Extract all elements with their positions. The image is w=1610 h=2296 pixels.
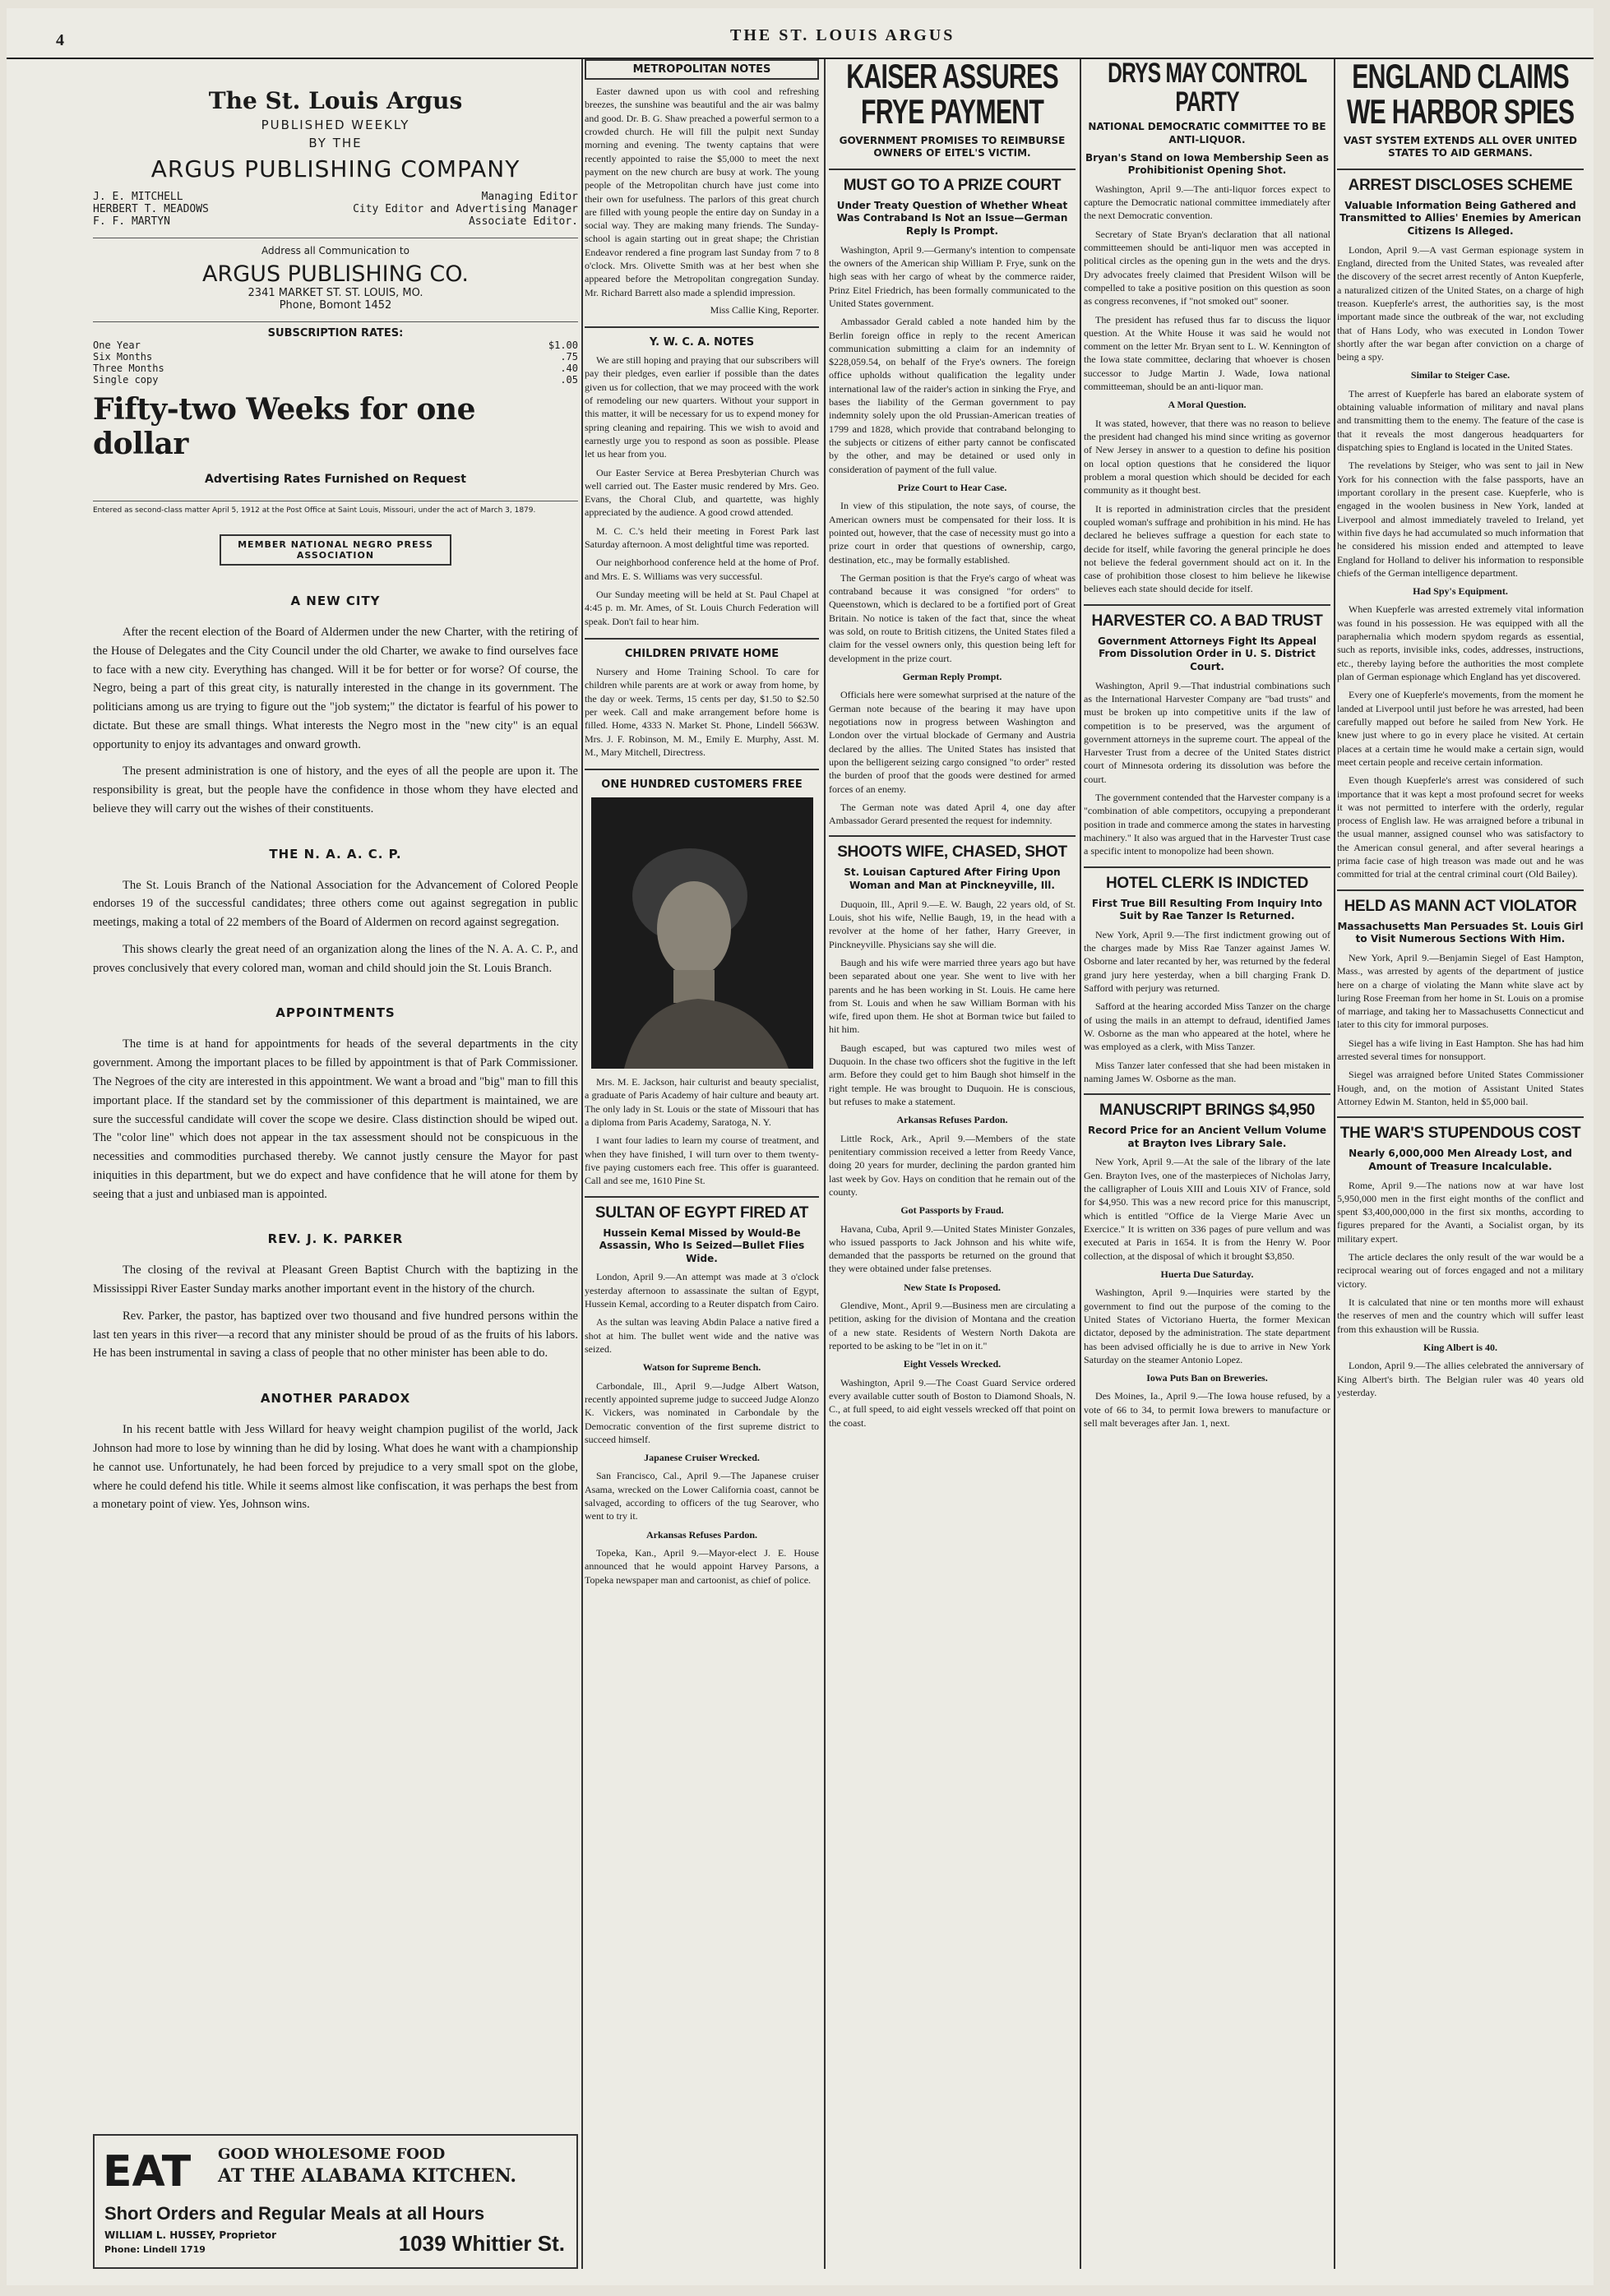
notes-column	[585, 59, 819, 2269]
brief-heading: King Albert is 40.	[1423, 1341, 1497, 1353]
staff-row	[93, 215, 578, 228]
brief-heading: Arkansas Refuses Pardon.	[645, 1528, 757, 1541]
article-paragraph: Safford at the hearing accorded Miss Tanzer on the charge of using the mails in an attempt to defraud, identified James W. Osborne as the man who appeared at the hotel, where he was employed as a clerk, with Miss Tanzer.	[1084, 1000, 1330, 1053]
staff-name: HERBERT T. MEADOWS	[93, 203, 209, 215]
masthead-company: ARGUS PUBLISHING COMPANY	[150, 155, 520, 182]
advertising-note: Advertising Rates Furnished on Request	[205, 473, 466, 486]
article-paragraph: It is reported in administration circles that the president coupled woman's suffrage and prohibition in his mind. He has declared he believes suffrage a question for each state to decide for itself, while favoring the general principle he does not believe the federal government should act on it. In the case of prohibition those closest to him believe he likewise believes each state should decide for itself.	[1084, 502, 1330, 595]
editorial	[93, 1231, 578, 1363]
subscription-heading: SUBSCRIPTION RATES:	[267, 327, 404, 340]
newspaper-page	[7, 8, 1594, 2285]
hotel-headline: HOTEL CLERK IS INDICTED	[1084, 866, 1330, 893]
address-note: Address all Communication to	[261, 245, 409, 256]
article-paragraph: Duquoin, Ill., April 9.—E. W. Baugh, 22 years old, of St. Louis, shot his wife, Nellie Baugh, 19, in the head with a revolver at the home of her father, Harry Greever, in Pinckneyville. Physicians say she will die.	[829, 898, 1076, 950]
article-paragraph: Nursery and Home Training School. To care for children while parents are at work or away from home, by the day or week. Terms, 15 cents per day, $1.50 to $2.50 per week. Call and make arrangement before home is filled. Home, 4333 N. Market St. Phone, Lindell 5663W. Mrs. J. F. Robinson, M. M., Emily E. Murphy, Asst. M. M., Mary Mitchell, Directress.	[585, 665, 819, 758]
rate-term: Three Months	[93, 363, 164, 374]
brief-heading: Similar to Steiger Case.	[1410, 369, 1511, 381]
reporter-signature: Miss Callie King, Reporter.	[710, 304, 819, 316]
children-home-heading: CHILDREN PRIVATE HOME	[585, 638, 819, 660]
page-header	[7, 8, 1594, 59]
article-paragraph: It is calculated that nine or ten months more will exhaust the reserves of men and the country which will suffer least from this exhaustion will be Russia.	[1337, 1296, 1584, 1335]
article-paragraph: Washington, April 9.—The Coast Guard Service ordered every available cutter south of Boston to Diamond Shoals, N. C., at full speed, to aid eight vessels wrecked off that point on the coast.	[829, 1376, 1076, 1429]
mann-act-subhead: Massachusetts Man Persuades St. Louis Girl to Visit Numerous Sections With Him.	[1337, 920, 1584, 945]
drys-subhead: Bryan's Stand on Iowa Membership Seen as Prohibitionist Opening Shot.	[1085, 151, 1330, 177]
column-rule	[824, 59, 826, 2269]
shoots-headline: SHOOTS WIFE, CHASED, SHOT	[829, 835, 1076, 862]
editorial-heading: A NEW CITY	[290, 594, 381, 608]
news-column-england	[1337, 59, 1584, 2269]
editorial-column	[93, 59, 578, 2269]
editorial	[93, 594, 578, 819]
article-paragraph: As the sultan was leaving Abdin Palace a native fired a shot at him. The bullet went wide and the native was seized.	[585, 1316, 819, 1355]
harvester-headline: HARVESTER CO. A BAD TRUST	[1084, 604, 1330, 631]
article-paragraph: New York, April 9.—The first indictment growing out of the charges made by Miss Rae Tanzer against James W. Osborne and later recanted by her, was returned by the federal grand jury here yesterday, when a bill charging Frank D. Safford with perjury was returned.	[1084, 928, 1330, 995]
treaty-subhead: Under Treaty Question of Whether Wheat Was Contraband Is Not an Issue—German Reply Is Prompt.	[836, 199, 1068, 238]
article-paragraph: Baugh escaped, but was captured two miles west of Duquoin. In the chase two officers shot the fugitive in the left arm. Before they could get to him Baugh shot himself in the right temple. He was brought to Duquoin. He is conscious, but refuses to make a statement.	[829, 1042, 1076, 1107]
article-paragraph: When Kuepferle was arrested extremely vital information was found in his possession. He was equipped with all the paraphernalia which modern spydom regards as essential, such as reports, invisible inks, codes, addresses, instructions, etc., thereby laying before the authorities the most complete plan of German espionage which England has yet discovered.	[1337, 603, 1584, 682]
rate-term: Six Months	[93, 351, 153, 363]
address-phone: Phone, Bomont 1452	[279, 299, 392, 312]
mann-act-headline: HELD AS MANN ACT VIOLATOR	[1337, 889, 1584, 916]
article-paragraph: Mrs. M. E. Jackson, hair culturist and beauty specialist, a graduate of Paris Academy of hair culture and beauty art. The only lady in St. Louis or the state of Missouri that has a diploma from Paris Academy, Saratoga, N. Y.	[585, 1076, 819, 1129]
article-paragraph: Easter dawned upon us with cool and refreshing breezes, the sunshine was beautiful and the air was balmy and good. Dr. B. G. Shaw preached a powerful sermon to a crowded church. He will fill the pulpit next Sunday morning and evening. The twenty captains that were recently appointed to raise the $5,000 to meet the next payment on the new church are busy at work. The young people of the Metropolitan church have just come into their own for usefulness. The parlors of this great church are filled with young people the entire day on Sunday in a social way. They are making many friends. The Sunday-school is again starting out in great shape; the Christian Endeavor rendered a fine program last Sunday from 7 to 8 o'clock. Mrs. Olivette Smith was at her best when she appeared before the Metropolitan congregation Sunday. Mr. Richard Barrett also made a splendid impression.	[585, 85, 819, 298]
article-paragraph: London, April 9.—The allies celebrated the anniversary of King Albert's birth. The Belgian ruler was 40 years old yesterday.	[1337, 1360, 1584, 1398]
ad-line3: Short Orders and Regular Meals at all Hours	[104, 2203, 485, 2224]
staff-list	[93, 191, 578, 228]
article-paragraph: We are still hoping and praying that our subscribers will pay their pledges, even earlier if possible than the dates given us for collection, that we may proceed with the work of remodeling our new quarters. Without your support in this matter, it will be necessary for us to expend money for spring cleaning and repairing. This we wish to avoid and earnestly urge you to respond as soon as possible. Please let us hear from you.	[585, 354, 819, 460]
article-paragraph: Our neighborhood conference held at the home of Prof. and Mrs. E. S. Williams was very successful.	[585, 557, 819, 582]
address-block	[93, 238, 578, 312]
article-paragraph: Officials here were somewhat surprised at the nature of the German note because of the bearing it may have upon negotiations now in progress between Washington and London over the virtual blockade of Germany and Austria declared by the allies. The United States has insisted that upon the belligerent seizing cargo consigned "to order" rested the burden of proof that the goods were destined for armed forces of an enemy.	[829, 689, 1076, 795]
manuscript-subhead: Record Price for an Ancient Vellum Volume at Brayton Ives Library Sale.	[1087, 1125, 1327, 1149]
article-paragraph: The German position is that the Frye's cargo of wheat was contraband because it was consigned "for orders" to Queenstown, which is declared to be a fortified port of Great Britain. No notice is taken of the fact that, since the wheat was sold, on route to British citizens, the United States filed a claim for the vessel owners only, this question being left for development in the prize court.	[829, 571, 1076, 664]
hotel-subhead: First True Bill Resulting From Inquiry Into Suit by Rae Tanzer Is Returned.	[1091, 897, 1323, 922]
article-paragraph: New York, April 9.—At the sale of the library of the late Gen. Brayton Ives, one of the masterpieces of Nicholas Jarry, the calligrapher of Louis XIII and Louis XIV of France, sold for $4,950. This was a new record price for this manuscript, which is entitled "Office de la Vierge Marie Avec un Exercice." It is written on 336 pages of pure vellum and was executed at Paris in 1654. It is from the Henry W. Poor collection, at the disposal of which it brought $3,850.	[1084, 1156, 1330, 1262]
article-paragraph: Glendive, Mont., April 9.—Business men are circulating a petition, asking for the division of Montana and the creation of a new state. Residents of Western North Dakota are reported to be asking to be "let in on it."	[829, 1300, 1076, 1351]
article-paragraph: Even though Kuepferle's arrest was considered of such importance that it was kept a most profound secret for weeks it was not permitted to interfere with the orderly, regular process of English law. He was arraigned before a tribunal in the usual manner, assigned counsel who was satisfactory to the American consul general, and after several hearings a prima facie case of high treason was made out and he was committed for trial at the central criminal court (Old Bailey).	[1337, 774, 1584, 880]
editorial	[93, 1391, 578, 1514]
brief-heading: A Moral Question.	[1168, 399, 1247, 411]
brief-heading: Huerta Due Saturday.	[1160, 1268, 1254, 1280]
article-paragraph: Our Sunday meeting will be held at St. Paul Chapel at 4:45 p. m. Mr. Ames, of St. Louis Church Federation will speak. Don't fail to hear him.	[585, 589, 819, 627]
article-paragraph: New York, April 9.—Benjamin Siegel of East Hampton, Mass., was arrested by agents of the department of justice here on a charge of violating the Mann white slave act by luring Rose Freeman from her home in St. Louis on a promise of marriage, and taking her to Massachusetts Connecticut and later to this city for immoral purposes.	[1337, 951, 1584, 1031]
slogan: Fifty-two Weeks for one dollar	[93, 392, 476, 461]
article-paragraph: London, April 9.—An attempt was made at 3 o'clock yesterday afternoon to assassinate the sultan of Egypt, Hussein Kemal, according to a Reuter dispatch from Cairo.	[585, 1271, 819, 1310]
article-paragraph: Miss Tanzer later confessed that she had been mistaken in naming James W. Osborne as the man.	[1084, 1059, 1330, 1084]
column-rule	[1334, 59, 1335, 2269]
article-paragraph: Our Easter Service at Berea Presbyterian Church was well carried out. The Easter music rendered by Mrs. Geo. Evans, the Choral Club, and quartette, was highly appreciated by the audience. A good crowd attended.	[585, 466, 819, 519]
editorial-heading: ANOTHER PARADOX	[260, 1391, 411, 1407]
ywca-heading: Y. W. C. A. NOTES	[585, 326, 819, 349]
kaiser-deck: GOVERNMENT PROMISES TO REIMBURSE OWNERS OF EITEL'S VICTIM.	[839, 134, 1066, 159]
rate-row	[93, 340, 578, 351]
staff-role: Managing Editor	[481, 191, 578, 203]
drys-headline: DRYS MAY CONTROL PARTY	[1108, 59, 1307, 118]
staff-role: Associate Editor.	[468, 215, 578, 228]
brief-heading: Prize Court to Hear Case.	[897, 481, 1007, 493]
rate-price: $1.00	[548, 340, 578, 351]
prize-court-subhead: MUST GO TO A PRIZE COURT	[829, 169, 1076, 195]
portrait-image	[591, 797, 813, 1069]
rate-row	[93, 351, 578, 363]
drys-deck: NATIONAL DEMOCRATIC COMMITTEE TO BE ANTI-LIQUOR.	[1088, 121, 1326, 146]
article-paragraph: The article declares the only result of the war would be a reciprocal wearing out of forces engaged and not a military victory.	[1337, 1251, 1584, 1290]
article-paragraph: Every one of Kuepferle's movements, from the moment he landed at Liverpool until just before he was arrested, had been carefully mapped out before he sailed from New York. He knew just where to go in every place he visited. At certain places at a certain time he would make a certain sign, would meet certain people and receive certain information.	[1337, 689, 1584, 768]
article-paragraph: The revelations by Steiger, who was sent to jail in New York for his connection with the false passports, have an important corollary in the present case. Kuepferle, who is engaged in the woolen business in New York, landed at Liverpool and almost immediately traveled to Ireland, yet within five days he had accumulated so much information that he considered his mission ended and attempted to leave England for Holland to deliver his information to responsible chiefs of the German intelligence department.	[1337, 460, 1584, 579]
ad-proprietor: WILLIAM L. HUSSEY, Proprietor	[104, 2229, 277, 2241]
war-cost-headline: THE WAR'S STUPENDOUS COST	[1337, 1116, 1584, 1143]
customers-heading: ONE HUNDRED CUSTOMERS FREE	[585, 769, 819, 791]
article-paragraph: San Francisco, Cal., April 9.—The Japanese cruiser Asama, wrecked on the Lower California coast, cannot be salvaged, according to officers of the tug Searover, who went to try it.	[585, 1470, 819, 1522]
editorial-paragraph: This shows clearly the great need of an organization along the lines of the N. A. A. C. P., and proves conclusively that every colored man, woman and child should join the St. Louis Branch.	[93, 942, 578, 975]
rate-row	[93, 363, 578, 374]
article-paragraph: Washington, April 9.—Germany's intention to compensate the owners of the American ship William P. Frye, sunk on the high seas with her cargo of wheat by the commerce raider, Prinz Eitel Friedrich, has been formally communicated to the United States government.	[829, 243, 1076, 309]
rate-term: Single copy	[93, 374, 159, 386]
article-paragraph: Rome, April 9.—The nations now at war have lost 5,950,000 men in the first eight months of the conflict and spent $3,400,000,000 in the first six months, according to figures prepared for the Avanti, a Socialist organ, by its military expert.	[1337, 1179, 1584, 1245]
article-paragraph: Baugh and his wife were married three years ago but have been separated about one year. She went to live with her parents and he has been working in St. Louis. He came here from St. Louis and when he saw William Borman with his wife, fired upon them. He shot at Borman twice but failed to hit him.	[829, 956, 1076, 1036]
rate-row	[93, 374, 578, 386]
brief-heading: Japanese Cruiser Wrecked.	[644, 1452, 760, 1464]
ad-line2: AT THE ALABAMA KITCHEN.	[218, 2165, 517, 2187]
subscription-rates	[93, 321, 578, 386]
valuable-info-subhead: Valuable Information Being Gathered and Transmitted to Allies' Enemies by American Citizens Is Alleged.	[1339, 199, 1581, 238]
editorial-heading: THE N. A. A. C. P.	[269, 846, 402, 862]
article-paragraph: Washington, April 9.—Inquiries were started by the government to find out the purpose of the coming to the United States of Victoriano Huerta, the former Mexican dictator, deposed by the administration. The state department has been advised officially he is due to arrive in New York Saturday on the steamer Antonio Lopez.	[1084, 1287, 1330, 1365]
rate-price: .75	[560, 351, 578, 363]
shoots-subhead: St. Louisan Captured After Firing Upon Woman and Man at Pinckneyville, Ill.	[844, 866, 1061, 892]
brief-heading: Got Passports by Fraud.	[900, 1204, 1004, 1217]
masthead-title: The St. Louis Argus	[208, 87, 463, 114]
sultan-subhead: Hussein Kemal Missed by Would-Be Assassin, Who Is Seized—Bullet Flies Wide.	[599, 1227, 805, 1264]
editorial-paragraph: After the recent election of the Board of Aldermen under the new Charter, with the retiring of the House of Delegates and the City Council under the old Charter, we awake to find ourselves face to face with a new city. Everything has changed. Will it be for better or for worse? Of course, the Negro, being a part of this great city, is naturally interested in the change in its government. The politicians among us are trying to figure out the "job system;" the dictator is fearful of his power to dictate. But these are small things. What interests the Negro most in the "new city" is an equal opportunity to enjoy its advantages and onward growth.	[93, 626, 578, 751]
editorial-paragraph: The St. Louis Branch of the National Association for the Advancement of Colored People endorses 19 of the successful candidates; three others come out against segregation in public meetings, making a total of 22 members of the Board of Aldermen on record against segregation.	[93, 878, 578, 930]
ad-line1: GOOD WHOLESOME FOOD	[218, 2146, 446, 2163]
page-number: 4	[56, 31, 64, 49]
staff-row	[93, 191, 578, 203]
news-column-kaiser	[829, 59, 1076, 2269]
article-paragraph: Carbondale, Ill., April 9.—Judge Albert Watson, recently appointed supreme judge to succeed Judge Alonzo K. Vickers, was nominated in Carbondale by the Democratic convention of the first supreme district to succeed himself.	[585, 1379, 819, 1445]
article-paragraph: It was stated, however, that there was no reason to believe the president had changed his mind since writing as governor of New Jersey in answer to a question to define his position on local option questions that he considered the liquor problem a moral question which should be decided for each community as it thought best.	[1084, 417, 1330, 497]
news-column-drys	[1084, 59, 1330, 2269]
article-paragraph: Siegel has a wife living in East Hampton. She has had him arrested several times for nonsupport.	[1337, 1037, 1584, 1063]
article-paragraph: Topeka, Kan., April 9.—Mayor-elect J. E. House announced that he would appoint Harvey Parsons, a Topeka newspaper man and cartoonist, as chief of police.	[585, 1547, 819, 1586]
article-paragraph: Siegel was arraigned before United States Commissioner Hough, and, on the motion of Assistant United States Attorney Edwin M. Stanton, held in $5,000 bail.	[1337, 1069, 1584, 1107]
staff-role: City Editor and Advertising Manager	[353, 203, 578, 215]
address-company: ARGUS PUBLISHING CO.	[202, 261, 469, 287]
rate-price: .05	[560, 374, 578, 386]
article-paragraph: Washington, April 9.—The anti-liquor forces expect to capture the Democratic national committee immediately after the next Democratic convention.	[1084, 182, 1330, 222]
brief-heading: Watson for Supreme Bench.	[642, 1361, 761, 1374]
brief-heading: Arkansas Refuses Pardon.	[896, 1114, 1008, 1126]
manuscript-headline: MANUSCRIPT BRINGS $4,950	[1084, 1093, 1330, 1120]
article-paragraph: Ambassador Gerald cabled a note handed him by the Berlin foreign office in reply to the recent American communication submitting a claim for an indemnity of $228,059.54, on behalf of the Frye's owners. The foreign office upholds without qualification the legality under international law of the raider's action in sinking the Frye, and bases the liability of the German government to pay indemnity solely upon the old Prussian-American treaties of 1799 and 1828, which provide that contraband belonging to the subjects or citizens of either party cannot be confiscated by the other, and may be detained or used only in consideration of payment of the full value.	[829, 316, 1076, 475]
rate-term: One Year	[93, 340, 141, 351]
sultan-headline: SULTAN OF EGYPT FIRED AT	[585, 1196, 819, 1222]
staff-name: J. E. MITCHELL	[93, 191, 183, 203]
masthead	[93, 87, 578, 182]
editorial-paragraph: The present administration is one of history, and the eyes of all the people are upon it. The responsibility is great, but the people have the confidence in those whom they have elected and believe they will carry out the wishes of their constituents.	[93, 765, 578, 815]
masthead-by: BY THE	[308, 136, 363, 150]
harvester-subhead: Government Attorneys Fight Its Appeal From Dissolution Order in U. S. District Court.	[1097, 635, 1317, 672]
article-paragraph: The German note was dated April 4, one day after Ambassador Gerard presented the request for indemnity.	[829, 801, 1076, 827]
editorial	[93, 1005, 578, 1203]
column-rule	[1080, 59, 1081, 2269]
england-deck: VAST SYSTEM EXTENDS ALL OVER UNITED STATES TO AID GERMANS.	[1343, 134, 1578, 159]
staff-name: F. F. MARTYN	[93, 215, 170, 228]
ad-phone: Phone: Lindell 1719	[104, 2244, 206, 2255]
entered-note: Entered as second-class matter April 5, 1912 at the Post Office at Saint Louis, Missouri, under the act of March 3, 1879.	[93, 501, 578, 515]
brief-heading: Eight Vessels Wrecked.	[903, 1358, 1002, 1370]
article-paragraph: The government contended that the Harvester company is a "combination of able competitors, occupying a preponderant position in trade and commerce among the states in harvesting machinery." It also was argued that in the Harvester Trust case a specific intent to monopolize had been shown.	[1084, 792, 1330, 857]
portrait-photo	[591, 797, 813, 1069]
england-headline: ENGLAND CLAIMS WE HARBOR SPIES	[1346, 59, 1575, 131]
metropolitan-heading: METROPOLITAN NOTES	[585, 59, 819, 80]
article-paragraph: London, April 9.—A vast German espionage system in England, directed from the United States, was revealed after the discovery of the secret arrest recently of Anton Kuepferle, a naturalized citizen of the United States, on a charge of high treason. Kuepferle's arrest, the authorities say, is the most important made since the outbreak of the war, not excluding that of Hans Lody, who was executed in London Tower shortly after the war began after conviction on a charge of being a spy.	[1337, 243, 1584, 363]
brief-heading: Iowa Puts Ban on Breweries.	[1146, 1372, 1268, 1384]
article-paragraph: Secretary of State Bryan's declaration that all national committeemen should be anti-liquor men was accepted in political circles as the opening gun in the wets and the drys. Dry advocates freely claimed that President Wilson will be compelled to take a positive position on this question as soon as congress reconvenes, if "not smoked out" sooner.	[1084, 228, 1330, 307]
editorial-heading: REV. J. K. PARKER	[267, 1231, 404, 1247]
ad-eat: EAT	[103, 2147, 192, 2197]
article-paragraph: M. C. C.'s held their meeting in Forest Park last Saturday afternoon. A most delightful time was reported.	[585, 524, 819, 551]
member-badge: MEMBER NATIONAL NEGRO PRESS ASSOCIATION	[220, 534, 451, 566]
article-paragraph: Havana, Cuba, April 9.—United States Minister Gonzales, who issued passports to Jack Johnson and his white wife, demanded that the passports be returned on the ground that they were obtained under false pretenses.	[829, 1222, 1076, 1275]
editorial	[93, 847, 578, 978]
ad-address: 1039 Whittier St.	[398, 2231, 565, 2256]
brief-heading: German Reply Prompt.	[902, 671, 1002, 682]
brief-heading: New State Is Proposed.	[904, 1281, 1001, 1293]
column-rule	[581, 59, 583, 2269]
article-paragraph: Little Rock, Ark., April 9.—Members of the state penitentiary commission received a letter from Reedy Vance, doing 20 years for murder, declining the pardon granted him last week by Gov. Hays on condition that he remain out of the county.	[829, 1132, 1076, 1198]
article-paragraph: The president has refused thus far to discuss the liquor question. At the White House it was said he would not comment on the letter Mr. Bryan sent to L. W. Kennington of the Iowa state committee, declaring that whoever is chosen successor to Judge Martin J. Wade, Iowa national committeeman, should be an anti-liquor man.	[1084, 313, 1330, 393]
staff-row	[93, 203, 578, 215]
article-paragraph: The arrest of Kuepferle has bared an elaborate system of obtaining valuable information of military and naval plans and transmitting them to the enemy. The feature of the case is that it reveals the most dangerous headquarters for dispatching spies to England is located in the United States.	[1337, 387, 1584, 453]
article-paragraph: Washington, April 9.—That industrial combinations such as the International Harvester Company are "bad trusts" and must be broken up into competitive units if the law of competition is to be preserved, was the argument of government attorneys in the supreme court. The appeal of the Harvester Trust from a decree of the United States district court of Minnesota ordering its dissolution was before the court.	[1084, 679, 1330, 785]
editorial-heading: APPOINTMENTS	[275, 1005, 396, 1021]
article-paragraph: Des Moines, Ia., April 9.—The Iowa house refused, by a vote of 66 to 34, to permit Iowa brewers to manufacture or sell malt beverages after Jan. 1, next.	[1084, 1390, 1330, 1430]
address-street: 2341 MARKET ST. ST. LOUIS, MO.	[248, 287, 423, 299]
kitchen-advertisement	[93, 2134, 578, 2269]
editorial-paragraph: The time is at hand for appointments for heads of the several departments in the city government. Among the important places to be filled by appointment is that of Park Commissioner. The Negroes of the city are interested in this appointment. We want a broad and "big" man to fill this important place. If the standard set by the commissioner of this department is maintained, we are sure the successful candidate will cover the scope we desire. Class distinction should be wiped out. The "color line" which does not appear in the tax assessment should not be conspicuous in the necessities and commodities purchased thereby. We cannot justly censure the Mayor for past iniquities in this department, but we do expect and have confidence that he will atone for them by seeing that a just and unbiased man is appointed.	[93, 1037, 578, 1201]
running-head: THE ST. LOUIS ARGUS	[730, 26, 955, 44]
arrest-subhead: ARREST DISCLOSES SCHEME	[1337, 169, 1584, 195]
article-paragraph: I want four ladies to learn my course of treatment, and when they have finished, I will turn over to them twenty-five paying customers each free. This offer is guaranteed. Call and see me, 1610 Pine St.	[585, 1134, 819, 1187]
rate-price: .40	[560, 363, 578, 374]
brief-heading: Had Spy's Equipment.	[1413, 585, 1508, 598]
masthead-published: PUBLISHED WEEKLY	[261, 118, 410, 132]
editorial-paragraph: In his recent battle with Jess Willard for heavy weight champion pugilist of the world, Jack Johnson had more to lose by winning than he did by losing. What does he want with a championship he cannot use. Unfortunately, he had been forced by prejudice to a very small spot on the globe, where he could defend his title. While it seems almost like confiscation, it was perhaps the best from a monetary point of view. Yes, Johnson wins.	[93, 1423, 578, 1512]
article-paragraph: In view of this stipulation, the note says, of course, the American owners must be compensated for their loss. It is pointed out, however, that the case of necessity must go into a prize court in order that questions of ownership, cargo, destination, etc., may be formally established.	[829, 500, 1076, 566]
kaiser-headline: KAISER ASSURES FRYE PAYMENT	[846, 59, 1058, 131]
editorial-paragraph: The closing of the revival at Pleasant Green Baptist Church with the baptizing in the Mississippi River Easter Sunday marks another important event in the history of the church.	[93, 1263, 578, 1296]
editorial-paragraph: Rev. Parker, the pastor, has baptized over two thousand and five hundred persons within the last ten years in this river—a record that any minister should be proud of as the fruits of his labors. He has been instrumental in saving a class of people that no other minister has been able to do.	[93, 1309, 578, 1361]
war-cost-subhead: Nearly 6,000,000 Men Already Lost, and Amount of Treasure Incalculable.	[1349, 1148, 1572, 1172]
